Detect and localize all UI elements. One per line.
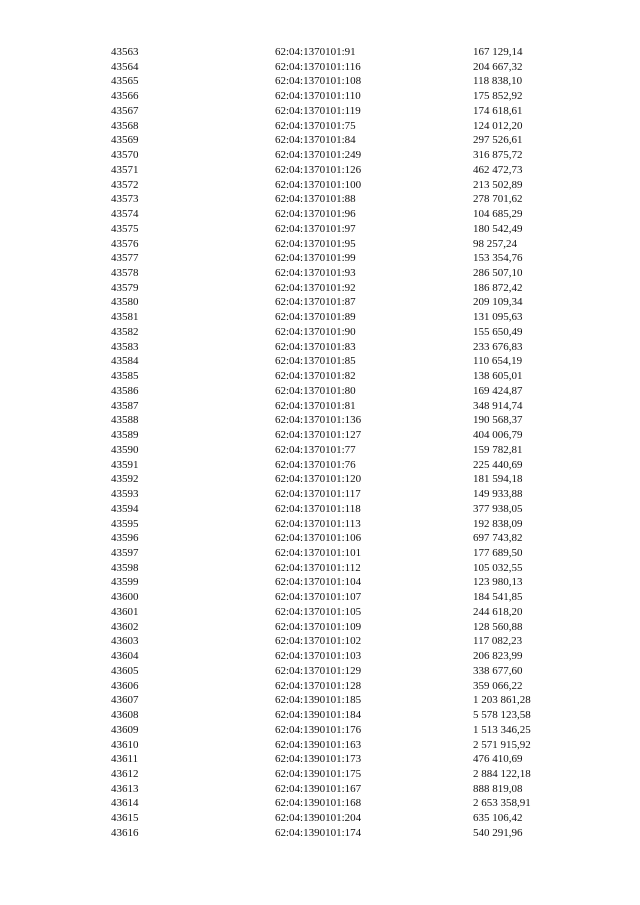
cadastral-number: 62:04:1370101:106: [275, 532, 362, 545]
row-number: 43580: [111, 296, 139, 309]
cadastral-number: 62:04:1370101:116: [275, 60, 361, 73]
cadastral-number: 62:04:1370101:93: [275, 267, 356, 280]
row-number: 43570: [111, 149, 139, 162]
table-row: [0, 782, 640, 797]
cadastral-number: 62:04:1370101:91: [275, 46, 356, 58]
row-number: 43589: [111, 429, 139, 442]
cadastral-number: 62:04:1370101:99: [275, 252, 356, 265]
cadastral-number: 62:04:1370101:90: [275, 325, 356, 338]
cadastral-value: 204 667,32: [473, 60, 523, 73]
table-row: [0, 413, 640, 428]
table-row: [0, 192, 640, 207]
cadastral-number: 62:04:1390101:204: [275, 812, 362, 825]
table-row: [0, 89, 640, 104]
table-row: [0, 693, 640, 708]
row-number: 43595: [111, 517, 139, 530]
table-row: [0, 796, 640, 811]
cadastral-value: 888 819,08: [473, 782, 523, 795]
cadastral-number: 62:04:1370101:107: [275, 591, 362, 604]
cadastral-value: 124 012,20: [473, 119, 523, 132]
cadastral-value: 476 410,69: [473, 753, 523, 766]
row-number: 43600: [111, 591, 139, 604]
row-number: 43602: [111, 620, 139, 633]
table-row: [0, 575, 640, 590]
cadastral-value: 377 938,05: [473, 502, 523, 515]
table-row: [0, 517, 640, 532]
cadastral-value: 186 872,42: [473, 281, 523, 294]
cadastral-number: 62:04:1370101:108: [275, 75, 362, 88]
cadastral-number: 62:04:1390101:184: [275, 709, 362, 722]
row-number: 43568: [111, 119, 139, 132]
cadastral-value: 297 526,61: [473, 134, 523, 147]
cadastral-number: 62:04:1370101:120: [275, 473, 362, 486]
cadastral-value: 244 618,20: [473, 605, 523, 618]
cadastral-value: 131 095,63: [473, 311, 523, 324]
table-row: [0, 546, 640, 561]
cadastral-value: 118 838,10: [473, 75, 523, 88]
cadastral-value: 2 571 915,92: [473, 738, 531, 751]
table-row: [0, 679, 640, 694]
cadastral-number: 62:04:1390101:173: [275, 753, 362, 766]
cadastral-value-table: [0, 45, 640, 841]
table-row: [0, 531, 640, 546]
table-row: [0, 237, 640, 252]
cadastral-number: 62:04:1370101:95: [275, 237, 356, 250]
table-row: [0, 60, 640, 75]
cadastral-number: 62:04:1370101:112: [275, 561, 361, 574]
row-number: 43563: [111, 46, 139, 58]
table-row: [0, 251, 640, 266]
cadastral-number: 62:04:1370101:126: [275, 163, 362, 176]
row-number: 43584: [111, 355, 139, 368]
cadastral-number: 62:04:1370101:87: [275, 296, 356, 309]
cadastral-number: 62:04:1390101:167: [275, 782, 362, 795]
row-number: 43616: [111, 826, 139, 839]
row-number: 43585: [111, 370, 139, 383]
cadastral-value: 213 502,89: [473, 178, 523, 191]
cadastral-value: 155 650,49: [473, 325, 523, 338]
row-number: 43572: [111, 178, 139, 191]
cadastral-value: 206 823,99: [473, 650, 523, 663]
table-row: [0, 634, 640, 649]
table-row: [0, 340, 640, 355]
row-number: 43608: [111, 709, 139, 722]
cadastral-value: 359 066,22: [473, 679, 523, 692]
cadastral-number: 62:04:1370101:128: [275, 679, 362, 692]
cadastral-value: 338 677,60: [473, 664, 523, 677]
table-row: [0, 767, 640, 782]
table-row: [0, 590, 640, 605]
cadastral-value: 123 980,13: [473, 576, 523, 589]
cadastral-number: 62:04:1370101:83: [275, 340, 356, 353]
table-row: [0, 399, 640, 414]
cadastral-number: 62:04:1370101:80: [275, 384, 356, 397]
table-row: [0, 354, 640, 369]
cadastral-value: 404 006,79: [473, 429, 523, 442]
row-number: 43567: [111, 104, 139, 117]
cadastral-value: 181 594,18: [473, 473, 523, 486]
cadastral-number: 62:04:1370101:105: [275, 605, 362, 618]
cadastral-value: 98 257,24: [473, 237, 517, 250]
cadastral-number: 62:04:1370101:101: [275, 546, 362, 559]
row-number: 43586: [111, 384, 139, 397]
cadastral-number: 62:04:1370101:75: [275, 119, 356, 132]
cadastral-value: 177 689,50: [473, 546, 523, 559]
row-number: 43614: [111, 797, 139, 810]
cadastral-number: 62:04:1370101:104: [275, 576, 362, 589]
cadastral-number: 62:04:1390101:175: [275, 767, 362, 780]
row-number: 43579: [111, 281, 139, 294]
table-row: [0, 266, 640, 281]
table-row: [0, 826, 640, 841]
cadastral-value: 192 838,09: [473, 517, 523, 530]
row-number: 43590: [111, 443, 139, 456]
table-row: [0, 295, 640, 310]
cadastral-value: 128 560,88: [473, 620, 523, 633]
cadastral-value: 117 082,23: [473, 635, 523, 648]
row-number: 43594: [111, 502, 139, 515]
table-row: [0, 133, 640, 148]
row-number: 43591: [111, 458, 139, 471]
cadastral-value: 278 701,62: [473, 193, 523, 206]
cadastral-value: 2 653 358,91: [473, 797, 531, 810]
row-number: 43603: [111, 635, 139, 648]
table-row: [0, 163, 640, 178]
cadastral-number: 62:04:1370101:103: [275, 650, 362, 663]
table-row: [0, 310, 640, 325]
row-number: 43593: [111, 488, 139, 501]
table-row: [0, 752, 640, 767]
cadastral-value: 104 685,29: [473, 208, 523, 221]
cadastral-number: 62:04:1370101:88: [275, 193, 356, 206]
table-row: [0, 74, 640, 89]
cadastral-number: 62:04:1370101:100: [275, 178, 362, 191]
table-row: [0, 222, 640, 237]
row-number: 43599: [111, 576, 139, 589]
cadastral-value: 105 032,55: [473, 561, 523, 574]
cadastral-value: 697 743,82: [473, 532, 523, 545]
table-row: [0, 472, 640, 487]
cadastral-number: 62:04:1390101:176: [275, 723, 362, 736]
cadastral-number: 62:04:1370101:77: [275, 443, 356, 456]
cadastral-value: 635 106,42: [473, 812, 523, 825]
table-row: [0, 443, 640, 458]
cadastral-value: 348 914,74: [473, 399, 523, 412]
row-number: 43597: [111, 546, 139, 559]
row-number: 43574: [111, 208, 139, 221]
cadastral-value: 1 203 861,28: [473, 694, 531, 707]
cadastral-number: 62:04:1370101:96: [275, 208, 356, 221]
table-row: [0, 708, 640, 723]
table-row: [0, 119, 640, 134]
cadastral-value: 462 472,73: [473, 163, 523, 176]
cadastral-number: 62:04:1390101:168: [275, 797, 362, 810]
row-number: 43578: [111, 267, 139, 280]
cadastral-value: 2 884 122,18: [473, 767, 531, 780]
row-number: 43576: [111, 237, 139, 250]
cadastral-value: 110 654,19: [473, 355, 523, 368]
row-number: 43612: [111, 767, 139, 780]
row-number: 43613: [111, 782, 139, 795]
table-row: [0, 561, 640, 576]
cadastral-value: 540 291,96: [473, 826, 523, 839]
row-number: 43605: [111, 664, 139, 677]
cadastral-value: 159 782,81: [473, 443, 523, 456]
row-number: 43596: [111, 532, 139, 545]
row-number: 43569: [111, 134, 139, 147]
row-number: 43581: [111, 311, 139, 324]
cadastral-number: 62:04:1370101:76: [275, 458, 356, 471]
table-row: [0, 104, 640, 119]
cadastral-value: 138 605,01: [473, 370, 523, 383]
table-row: [0, 384, 640, 399]
row-number: 43607: [111, 694, 139, 707]
cadastral-number: 62:04:1370101:127: [275, 429, 362, 442]
row-number: 43609: [111, 723, 139, 736]
table-row: [0, 605, 640, 620]
table-row: [0, 664, 640, 679]
table-row: [0, 502, 640, 517]
table-row: [0, 207, 640, 222]
table-row: [0, 369, 640, 384]
row-number: 43588: [111, 414, 139, 427]
table-row: [0, 620, 640, 635]
row-number: 43565: [111, 75, 139, 88]
cadastral-number: 62:04:1370101:113: [275, 517, 361, 530]
cadastral-value: 167 129,14: [473, 46, 523, 58]
cadastral-value: 225 440,69: [473, 458, 523, 471]
cadastral-number: 62:04:1370101:249: [275, 149, 362, 162]
table-row: [0, 458, 640, 473]
table-row: [0, 325, 640, 340]
row-number: 43564: [111, 60, 139, 73]
cadastral-value: 153 354,76: [473, 252, 523, 265]
table-row: [0, 281, 640, 296]
table-row: [0, 428, 640, 443]
row-number: 43566: [111, 90, 139, 103]
cadastral-value: 1 513 346,25: [473, 723, 531, 736]
table-row: [0, 738, 640, 753]
cadastral-number: 62:04:1370101:117: [275, 488, 361, 501]
cadastral-value: 316 875,72: [473, 149, 523, 162]
cadastral-value: 190 568,37: [473, 414, 523, 427]
row-number: 43606: [111, 679, 139, 692]
cadastral-number: 62:04:1370101:118: [275, 502, 361, 515]
row-number: 43604: [111, 650, 139, 663]
row-number: 43575: [111, 222, 139, 235]
cadastral-value: 184 541,85: [473, 591, 523, 604]
cadastral-value: 180 542,49: [473, 222, 523, 235]
row-number: 43598: [111, 561, 139, 574]
cadastral-value: 5 578 123,58: [473, 709, 531, 722]
cadastral-number: 62:04:1370101:136: [275, 414, 362, 427]
cadastral-number: 62:04:1370101:81: [275, 399, 356, 412]
row-number: 43610: [111, 738, 139, 751]
cadastral-number: 62:04:1370101:119: [275, 104, 361, 117]
cadastral-number: 62:04:1390101:174: [275, 826, 362, 839]
cadastral-value: 286 507,10: [473, 267, 523, 280]
table-row: [0, 487, 640, 502]
row-number: 43601: [111, 605, 139, 618]
row-number: 43583: [111, 340, 139, 353]
cadastral-number: 62:04:1370101:92: [275, 281, 356, 294]
row-number: 43611: [111, 753, 139, 766]
row-number: 43587: [111, 399, 139, 412]
cadastral-number: 62:04:1370101:82: [275, 370, 356, 383]
cadastral-number: 62:04:1390101:163: [275, 738, 362, 751]
cadastral-number: 62:04:1370101:97: [275, 222, 356, 235]
row-number: 43592: [111, 473, 139, 486]
cadastral-value: 174 618,61: [473, 104, 523, 117]
cadastral-number: 62:04:1370101:110: [275, 90, 361, 103]
cadastral-number: 62:04:1390101:185: [275, 694, 362, 707]
table-row: [0, 178, 640, 193]
cadastral-number: 62:04:1370101:109: [275, 620, 362, 633]
cadastral-number: 62:04:1370101:102: [275, 635, 362, 648]
table-row: [0, 148, 640, 163]
cadastral-number: 62:04:1370101:129: [275, 664, 362, 677]
cadastral-value: 209 109,34: [473, 296, 523, 309]
table-row: [0, 45, 640, 60]
row-number: 43582: [111, 325, 139, 338]
row-number: 43615: [111, 812, 139, 825]
row-number: 43571: [111, 163, 139, 176]
cadastral-value: 175 852,92: [473, 90, 523, 103]
cadastral-value: 169 424,87: [473, 384, 523, 397]
cadastral-number: 62:04:1370101:84: [275, 134, 356, 147]
cadastral-value: 149 933,88: [473, 488, 523, 501]
cadastral-number: 62:04:1370101:85: [275, 355, 356, 368]
cadastral-value: 233 676,83: [473, 340, 523, 353]
row-number: 43577: [111, 252, 139, 265]
table-row: [0, 723, 640, 738]
table-row: [0, 811, 640, 826]
table-row: [0, 649, 640, 664]
row-number: 43573: [111, 193, 139, 206]
cadastral-number: 62:04:1370101:89: [275, 311, 356, 324]
